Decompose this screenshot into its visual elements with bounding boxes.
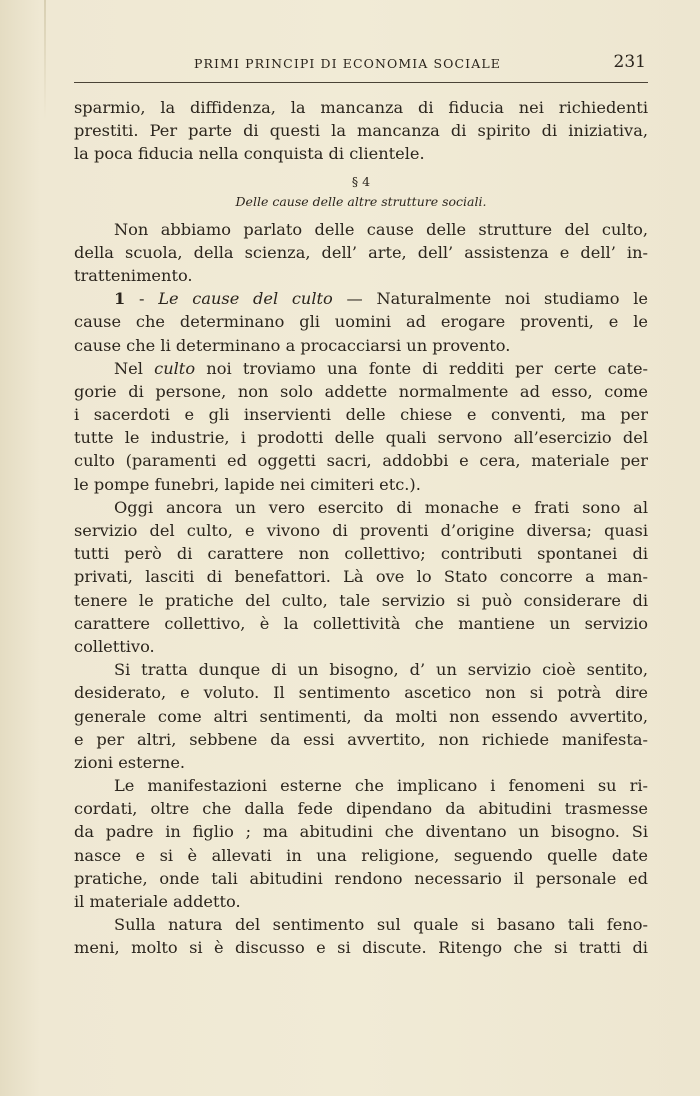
text-line: carattere collettivo, è la collettività che mantiene un servizio <box>74 613 648 633</box>
text-line: tutti però di carattere non collettivo; contributi spontanei di <box>74 544 648 564</box>
italic-term: culto <box>154 358 196 378</box>
text-line: cordati, oltre che dalla fede dipendano da abitudini trasmesse <box>74 799 648 819</box>
text-line: gorie di persone, non solo addette normalmente ad esso, come <box>74 381 648 401</box>
text-line: prestiti. Per parte di questi la mancanza di spirito di iniziativa, <box>74 121 648 141</box>
text-line: generale come altri sentimenti, da molti non essendo avvertito, <box>74 706 648 726</box>
text-line: meni, molto si è discusso e si discute. Ritengo che si tratti di <box>74 938 648 958</box>
section-mark: § 4 <box>351 173 371 189</box>
text-line: tutte le industrie, i prodotti delle quali servono all’esercizio del <box>74 428 648 448</box>
text-line: della scuola, della scienza, dell’ arte, dell’ assistenza e dell’ in- <box>74 242 648 262</box>
running-title: PRIMI PRINCIPI DI ECONOMIA SOCIALE <box>194 56 501 71</box>
text-line: cause che determinano gli uomini ad erogare proventi, e le <box>74 312 648 332</box>
text-span: Nel <box>114 358 155 378</box>
text-line: la poca fiducia nella conquista di clientele. <box>74 144 425 164</box>
text-line: e per altri, sebbene da essi avvertito, non richiede manifesta- <box>74 729 648 749</box>
text-line: il materiale addetto. <box>74 892 241 911</box>
text-line: Oggi ancora un vero esercito di monache e frati sono al <box>114 497 648 517</box>
text-line: privati, lasciti di benefattori. Là ove lo Stato concorre a man- <box>74 567 648 587</box>
text-line: le pompe funebri, lapide nei cimiteri etc.). <box>74 474 421 494</box>
text-line: collettivo. <box>74 636 155 656</box>
text-line: Si tratta dunque di un bisogno, d’ un servizio cioè sentito, <box>114 660 648 680</box>
text-line: trattenimento. <box>74 265 193 285</box>
text-line: culto (paramenti ed oggetti sacri, addobbi e cera, materiale per <box>74 451 648 471</box>
text-line: sparmio, la diffidenza, la mancanza di fiducia nei richiedenti <box>74 98 648 117</box>
page-crease <box>44 0 46 120</box>
subsection-heading: Le cause del culto <box>158 289 333 309</box>
section-title: Delle cause delle altre strutture sociali. <box>235 193 487 209</box>
text-line: da padre in figlio ; ma abitudini che diventano un bisogno. Si <box>74 822 648 842</box>
heading-line-rest: — Naturalmente noi studiamo le <box>332 289 648 309</box>
heading-dash: - <box>125 289 159 309</box>
subsection-heading-line <box>74 287 648 310</box>
text-line: i sacerdoti e gli inservienti delle chiese e conventi, ma per <box>74 405 648 425</box>
text-line: servizio del culto, e vivono di proventi d’origine diversa; quasi <box>74 521 648 540</box>
text-line: pratiche, onde tali abitudini rendono necessario il personale ed <box>74 868 648 888</box>
text-line: tenere le pratiche del culto, tale servizio si può considerare di <box>74 590 648 610</box>
text-span: noi troviamo una fonte di redditi per certe cate- <box>195 358 648 378</box>
text-line: cause che li determinano a procacciarsi un provento. <box>74 335 511 355</box>
text-line: Sulla natura del sentimento sul quale si basano tali feno- <box>114 915 648 935</box>
body-text <box>74 96 648 960</box>
text-line <box>74 357 648 380</box>
page-number: 231 <box>613 52 646 72</box>
subsection-number: 1 <box>114 289 126 309</box>
text-line: Non abbiamo parlato delle cause delle strutture del culto, <box>114 219 648 239</box>
running-header <box>74 52 648 83</box>
text-line: zioni esterne. <box>74 752 186 772</box>
text-line: desiderato, e voluto. Il sentimento ascetico non si potrà dire <box>74 683 648 703</box>
text-line: nasce e si è allevati in una religione, seguendo quelle date <box>74 845 648 865</box>
text-line: Le manifestazioni esterne che implicano i fenomeni su ri- <box>114 776 648 796</box>
